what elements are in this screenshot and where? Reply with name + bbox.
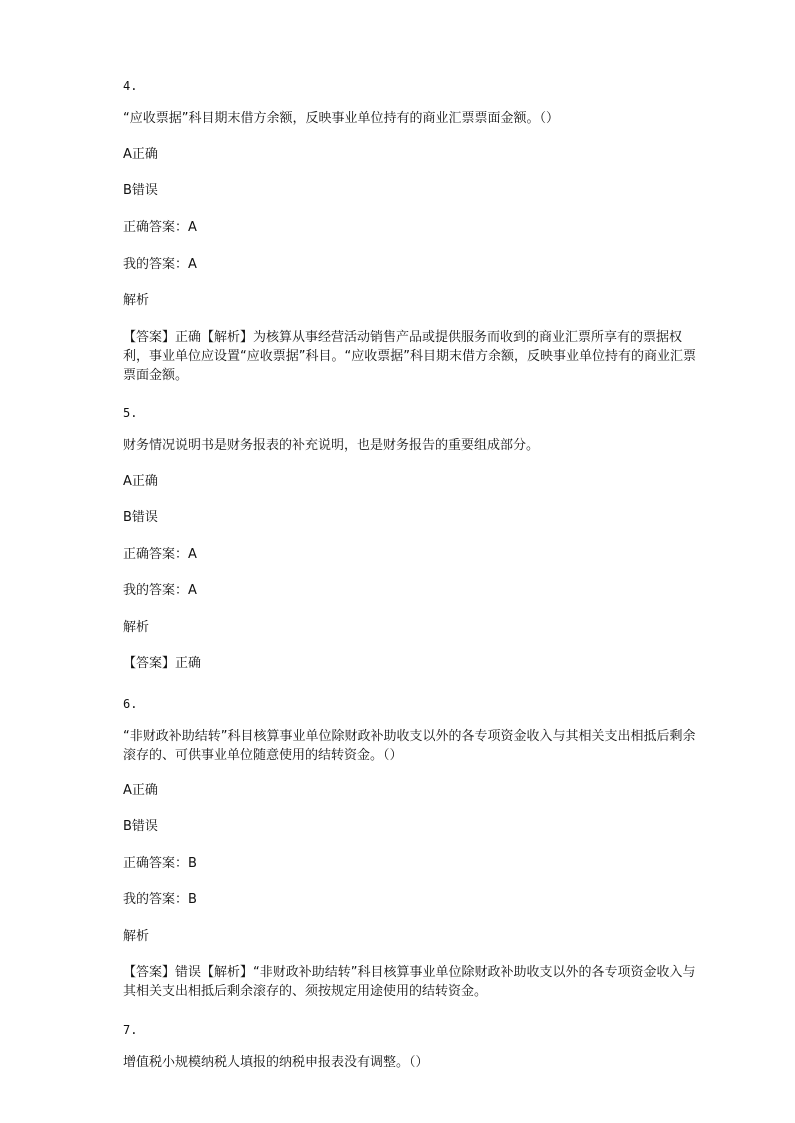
question-5-number: 5. xyxy=(123,406,138,420)
question-4-option-b: B错误 xyxy=(123,183,158,198)
question-5-option-b: B错误 xyxy=(123,510,158,525)
question-6-analysis-label: 解析 xyxy=(123,929,150,944)
question-6-option-a: A正确 xyxy=(123,783,158,798)
question-6-analysis: 【答案】错误【解析】“非财政补助结转”科目核算事业单位除财政补助收支以外的各专项资金收入与其相关支出相抵后剩余滚存的、须按规定用途使用的结转资金。 xyxy=(123,965,696,999)
question-5-correct-answer: 正确答案：A xyxy=(123,547,197,562)
question-4-number: 4. xyxy=(123,79,138,93)
question-4-option-a: A正确 xyxy=(123,147,158,162)
question-4-text: “应收票据”科目期末借方余额，反映事业单位持有的商业汇票票面金额。（） xyxy=(123,111,559,126)
question-5-option-a: A正确 xyxy=(123,474,158,489)
question-7-text: 增值税小规模纳税人填报的纳税申报表没有调整。（） xyxy=(123,1055,429,1070)
question-5-analysis-label: 解析 xyxy=(123,620,150,635)
question-5-my-answer: 我的答案：A xyxy=(123,583,197,598)
question-6-option-b: B错误 xyxy=(123,819,158,834)
question-4-analysis: 【答案】正确【解析】为核算从事经营活动销售产品或提供服务而收到的商业汇票所享有的票据权利，事业单位应设置“应收票据”科目。“应收票据”科目期末借方余额，反映事业单位持有的商业汇票票面金额。 xyxy=(123,330,696,383)
question-6-number: 6. xyxy=(123,697,138,711)
question-5-text: 财务情况说明书是财务报表的补充说明，也是财务报告的重要组成部分。 xyxy=(123,438,540,453)
question-4-analysis-label: 解析 xyxy=(123,293,150,308)
question-7-number: 7. xyxy=(123,1023,138,1037)
question-6-my-answer: 我的答案：B xyxy=(123,892,197,907)
question-5-analysis: 【答案】正确 xyxy=(123,656,202,671)
question-6-correct-answer: 正确答案：B xyxy=(123,856,197,871)
question-4-my-answer: 我的答案：A xyxy=(123,257,197,272)
question-6-text: “非财政补助结转”科目核算事业单位除财政补助收支以外的各专项资金收入与其相关支出相抵后剩余滚存的、可供事业单位随意使用的结转资金。（） xyxy=(123,729,696,763)
question-4-correct-answer: 正确答案：A xyxy=(123,220,197,235)
